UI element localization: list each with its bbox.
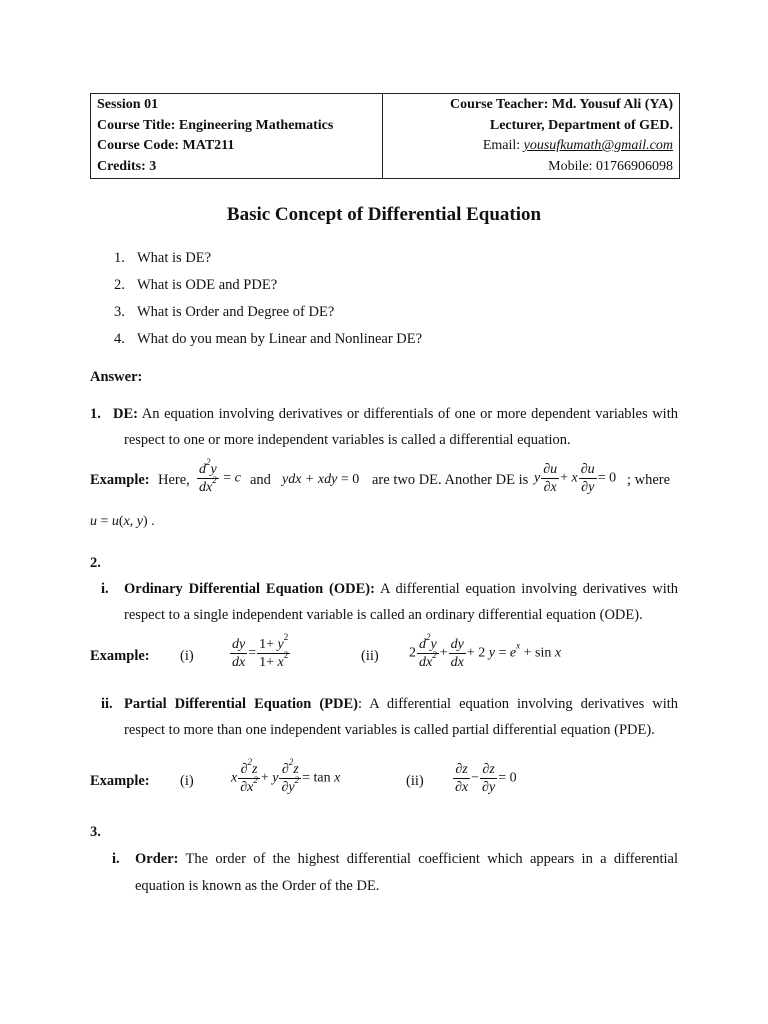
list-number: 2. — [114, 277, 125, 293]
example-label: Example: — [90, 773, 150, 789]
example-index-ii: (ii) — [361, 648, 379, 664]
equation-pde-example: y $\frac{\partial u}{\partial x}$ + x $\frac{\partial u}{\partial y}$ = 0 — [534, 462, 617, 495]
list-number: 1. — [114, 250, 125, 266]
email-line — [383, 136, 673, 157]
course-code: Course Code: MAT211 — [97, 138, 235, 153]
list-text: What is ODE and PDE? — [137, 277, 278, 293]
order-definition-line1 — [135, 851, 678, 868]
credits: Credits: 3 — [97, 158, 157, 174]
ode-definition-line2: respect to a single independent variable is called an ordinary differential equation (ODE). — [124, 607, 643, 623]
here-text: Here, — [158, 472, 190, 488]
ode-definition-text: A differential equation involving derivatives with — [379, 581, 678, 597]
mobile: Mobile: 01766906098 — [548, 158, 673, 174]
pde-definition-line1 — [124, 696, 678, 713]
teacher-details — [383, 94, 679, 178]
pde-term: Partial Differential Equation (PDE) — [124, 696, 358, 712]
equation-d2y-dx2-c: $\frac{d^2y}{dx^2}$ = c — [199, 457, 241, 495]
example-label: Example: — [90, 472, 150, 488]
example-index-ii: (ii) — [406, 773, 424, 789]
pde-definition-text: : A differential equation involving derivatives with — [358, 696, 679, 712]
section-number: 3. — [90, 824, 101, 840]
equation-ode-1: $\frac{dy}{dx}$ = $\frac{1+ y^2}{1+ x^2}$ — [232, 632, 289, 670]
de-definition-text: An equation involving derivatives or differentials of one or more dependent variables with — [141, 406, 678, 422]
two-de-text: are two DE. Another DE is — [372, 472, 529, 488]
section-number: 2. — [90, 555, 101, 571]
list-number: 4. — [114, 331, 125, 347]
list-text: What is Order and Degree of DE? — [137, 304, 335, 320]
course-title: Course Title: Engineering Mathematics — [97, 117, 334, 133]
equation-ydx-xdy: ydx + xdy = 0 — [282, 472, 360, 487]
list-text: What do you mean by Linear and Nonlinear DE? — [137, 331, 423, 347]
list-text: What is DE? — [137, 250, 212, 266]
course-info-box — [90, 93, 680, 179]
order-definition-text: The order of the highest differential coefficient which appears in a differential — [185, 851, 678, 867]
sub-number: i. — [101, 581, 109, 597]
section-number: 1. — [90, 406, 101, 422]
email-label: Email: — [482, 138, 521, 153]
course-teacher: Course Teacher: Md. Yousuf Ali (YA) — [450, 97, 673, 112]
example-label: Example: — [90, 648, 150, 664]
de-term: DE: — [113, 406, 138, 422]
page-title: Basic Concept of Differential Equation — [226, 204, 542, 225]
equation-u-definition: u = u(x, y) . — [90, 514, 155, 529]
equation-pde-1: x $\frac{\partial^2z}{\partial x^2}$ + y $\frac{\partial^2z}{\partial y^2}$ = tan x — [231, 757, 341, 795]
pde-definition-line2: respect to more than one independent variables is called partial differential equation (PDE). — [124, 722, 655, 738]
sub-number: i. — [112, 851, 120, 867]
where-text: ; where — [627, 472, 671, 488]
de-definition-line1 — [113, 406, 678, 423]
order-term: Order: — [135, 851, 179, 867]
ode-term: Ordinary Differential Equation (ODE): — [124, 581, 375, 597]
session: Session 01 — [97, 97, 159, 112]
course-details — [91, 94, 383, 178]
equation-pde-2: $\frac{\partial z}{\partial x}$ − $\frac{\partial z}{\partial y}$ = 0 — [455, 762, 517, 795]
order-definition-line2: equation is known as the Order of the DE. — [135, 878, 380, 894]
email-link[interactable]: yousufkumath@gmail.com — [523, 138, 673, 153]
list-number: 3. — [114, 304, 125, 320]
answer-label: Answer: — [90, 369, 143, 385]
lecturer: Lecturer, Department of GED. — [489, 117, 673, 133]
equation-ode-2: 2 $\frac{d^2y}{dx^2}$ + $\frac{dy}{dx}$ + 2 $y = e^x + \sin x$ — [409, 632, 562, 670]
de-definition-line2: respect to one or more independent variables is called a differential equation. — [124, 432, 571, 448]
example-index-i: (i) — [180, 773, 194, 789]
sub-number: ii. — [101, 696, 113, 712]
example-index-i: (i) — [180, 648, 194, 664]
and-text: and — [250, 472, 271, 488]
ode-definition-line1 — [124, 581, 678, 598]
